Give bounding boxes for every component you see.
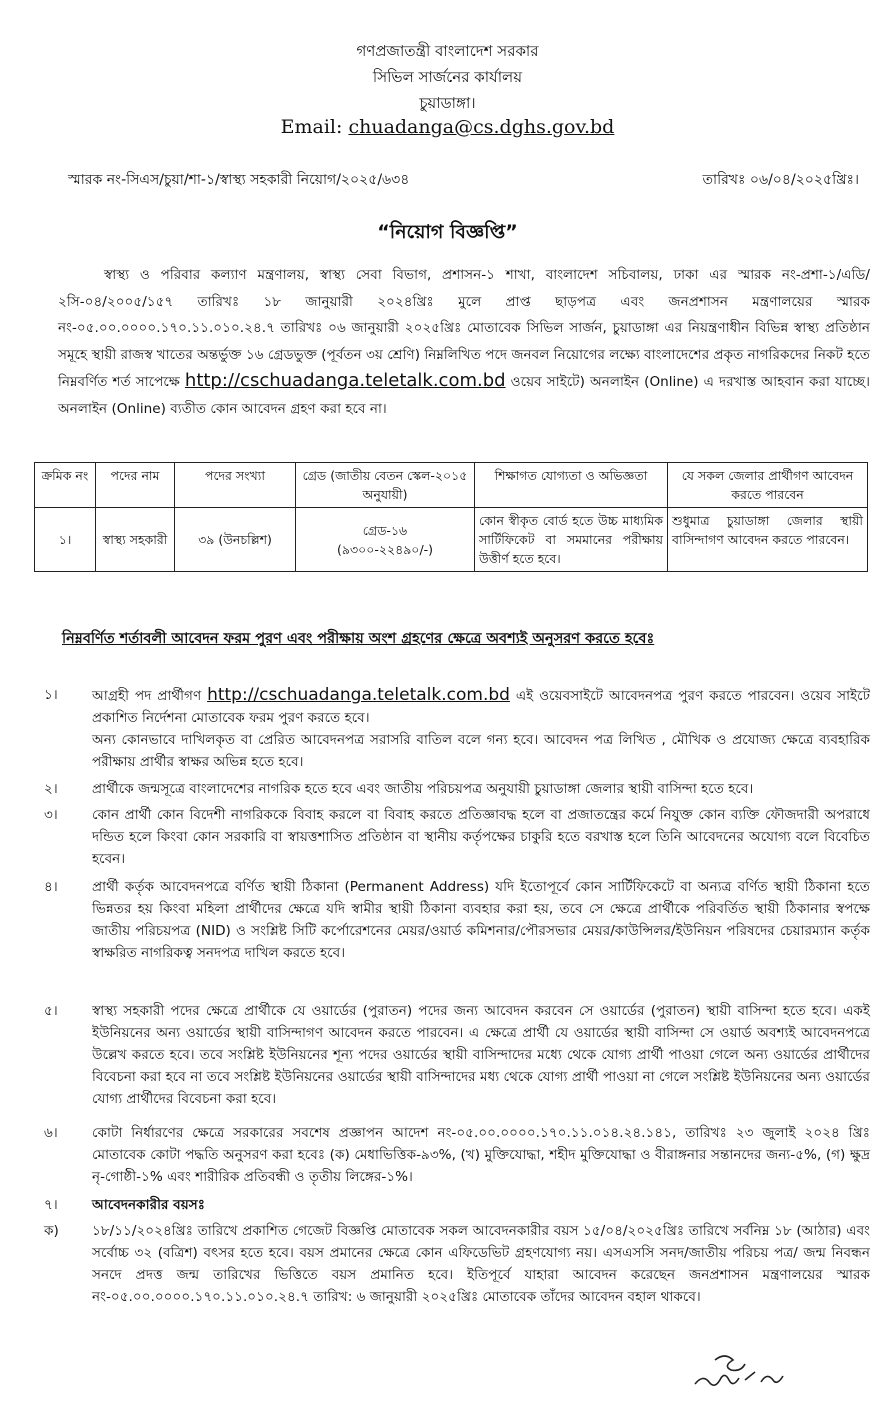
cell-serial: ১। — [35, 508, 96, 572]
col-count: পদের সংখ্যা — [175, 463, 296, 508]
condition-1 — [44, 684, 870, 773]
table-row — [35, 508, 868, 572]
col-qualification: শিক্ষাগত যোগ্যতা ও অভিজ্ঞতা — [475, 463, 668, 508]
notice-title: “নিয়োগ বিজ্ঞপ্তি” — [377, 221, 518, 243]
condition-1-text-end: এই ওয়েবসাইটে আবেদনপত্র পুরণ করতে পারবেন। ওয়েব সাইটে প্রকাশিত নির্দেশনা মোতাবেক ফরম পুরণ করতে হবে। — [92, 688, 870, 726]
col-serial: ক্রমিক নং — [35, 463, 96, 508]
cell-qualification: কোন স্বীকৃত বোর্ড হতে উচ্চ মাধ্যমিক সার্টিফিকেট বা সমমানের পরীক্ষায় উত্তীর্ণ হতে হবে। — [475, 508, 668, 572]
intro-paragraph — [58, 262, 870, 422]
condition-number: ২। — [44, 781, 58, 797]
condition-number: ৪। — [44, 879, 58, 895]
office-location: চুয়াডাঙ্গা। — [419, 94, 476, 112]
intro-text: স্বাস্থ্য ও পরিবার কল্যাণ মন্ত্রণালয়, স্বাস্থ্য সেবা বিভাগ, প্রশাসন-১ শাখা, বাংলাদেশ সচিবালয়, ঢাকা এর স্মারক নং-প্রশা-১/এডি/২সি-০৪/২০০৫/১৫৭ তারিখঃ ১৮ জানুয়ারী ২০২৪খ্রিঃ মুলে প্রাপ্ত ছাড়পত্র এবং জনপ্রশাসন মন্ত্রণালয়ের স্মারক নং-০৫.০০.০০০০.১৭০.১১.০১০.২৪.৭ তারিখঃ ০৬ জানুয়ারী ২০২৫খ্রিঃ মোতাবেক সিভিল সার্জন, চুয়াডাঙ্গা এর নিয়ন্ত্রণাধীন বিভিন্ন স্বাস্থ্য প্রতিষ্ঠান সমূহে স্থায়ী রাজস্ব খাতের অন্তর্ভুক্ত ১৬ গ্রেডভুক্ত (পূর্বতন ৩য় শ্রেণি) নিম্নলিখিত পদে জনবল নিয়োগের লক্ষ্যে বাংলাদেশের প্রকৃত নাগরিকদের নিকট হতে নিম্নবর্ণিত শর্ত সাপেক্ষে — [58, 267, 870, 390]
email-link[interactable]: chuadanga@cs.dghs.gov.bd — [348, 116, 615, 138]
intro-url-link[interactable]: http://cschuadanga.teletalk.com.bd — [184, 370, 506, 391]
cell-eligible: শুধুমাত্র চুয়াডাঙ্গা জেলার স্থায়ী বাসিন্দাগণ আবেদন করতে পারবেন। — [668, 508, 868, 572]
condition-number: ৫। — [44, 1003, 58, 1019]
col-post: পদের নাম — [96, 463, 175, 508]
condition-1-text: আগ্রহী পদ প্রার্থীগণ — [92, 688, 208, 704]
condition-2 — [44, 778, 870, 800]
condition-7-text: আবেদনকারীর বয়সঃ — [92, 1197, 205, 1213]
col-eligible: যে সকল জেলার প্রার্থীগণ আবেদন করতে পারবেন — [668, 463, 868, 508]
memo-number: স্মারক নং-সিএস/চুয়া/শা-১/স্বাস্থ্য সহকারী নিয়োগ/২০২৫/৬৩৪ — [68, 172, 410, 188]
condition-number: ৬। — [44, 1125, 58, 1141]
condition-number: ৭। — [44, 1197, 58, 1213]
condition-7a-text: ১৮/১১/২০২৪খ্রিঃ তারিখে প্রকাশিত গেজেট বিজ্ঞপ্তি মোতাবেক সকল আবেদনকারীর বয়স ১৫/০৪/২০২৫খ্রিঃ তারিখে সর্বনিম্ন ১৮ (আঠার) এবং সর্বোচ্চ ৩২ (বত্রিশ) বৎসর হতে হবে। বয়স প্রমানের ক্ষেত্রে কোন এফিডেভিট গ্রহণযোগ্য নয়। এসএসসি সনদ/জাতীয় পরিচয় পত্র/ জন্ম নিবন্ধন সনদে প্রদত্ত জন্ম তারিখের ভিত্তিতে বয়স প্রমানিত হবে। ইতিপূর্বে যাহারা আবেদন করেছেন জনপ্রশাসন মন্ত্রণালয়ের স্মারক নং-০৫.০০.০০০০.১৭০.১১.০১০.২৪.৭ তারিখ: ৬ জানুয়ারী ২০২৫খ্রিঃ মোতাবেক তাঁদের আবেদন বহাল থাকবে। — [92, 1223, 870, 1305]
intro-text-end: ওয়েব সাইটে) অনলাইন (Online) এ দরখাস্ত আহবান করা যাচ্ছে। অনলাইন (Online) ব্যতীত কোন আবেদন গ্রহণ করা হবে না। — [58, 374, 870, 417]
condition-number: ক) — [44, 1223, 59, 1239]
condition-number: ১। — [44, 687, 58, 703]
conditions-heading: নিম্নবর্ণিত শর্তাবলী আবেদন ফরম পুরণ এবং পরীক্ষায় অংশ গ্রহণের ক্ষেত্রে অবশ্যই অনুসরণ করতে হবেঃ — [62, 631, 655, 647]
grade-label: গ্রেড-১৬ — [362, 522, 408, 538]
condition-3 — [44, 804, 870, 870]
condition-7a — [44, 1220, 870, 1308]
condition-2-text: প্রার্থীকে জন্মসূত্রে বাংলাদেশের নাগরিক হতে হবে এবং জাতীয় পরিচয়পত্র অনুযায়ী চুয়াডাঙ্গা জেলার স্থায়ী বাসিন্দা হতে হবে। — [92, 781, 754, 797]
condition-4-text: প্রার্থী কর্তৃক আবেদনপত্রে বর্ণিত স্থায়ী ঠিকানা (Permanent Address) যদি ইতোপূর্বে কোন সার্টিফিকেটে বা অন্যত্র বর্ণিত স্থায়ী ঠিকানা হতে ভিন্নতর হয় কিংবা মহিলা প্রার্থীদের ক্ষেত্রে যদি স্বামীর স্থায়ী ঠিকানা ব্যবহার করা হয়, তবে সে ক্ষেত্রে প্রার্থীকে পরিবর্তিত স্থায়ী ঠিকানার স্বপক্ষে জাতীয় পরিচয়পত্র (NID) ও সংশ্লিষ্ট সিটি কর্পোরেশনের মেয়র/ওয়ার্ড কমিশনার/পৌরসভার মেয়র/কাউন্সিলর/ইউনিয়ন পরিষদের চেয়ারম্যান কর্তৃক স্বাক্ষরিত নাগরিকত্ব সনদপত্র দাখিল করতে হবে। — [92, 879, 870, 961]
condition-5-text: স্বাস্থ্য সহকারী পদের ক্ষেত্রে প্রার্থীকে যে ওয়ার্ডের (পুরাতন) পদের জন্য আবেদন করবেন সে ওয়ার্ডের (পুরাতন) স্থায়ী বাসিন্দা হতে হবে। একই ইউনিয়নের অন্য ওয়ার্ডের স্থায়ী বাসিন্দাগণ আবেদন করতে পারবেন। এ ক্ষেত্রে প্রার্থী যে ওয়ার্ডের স্থায়ী বাসিন্দা সে ওয়ার্ড অবশ্যই আবেদনপত্রে উল্লেখ করতে হবে। তবে সংশ্লিষ্ট ইউনিয়নের শূন্য পদের ওয়ার্ডের স্থায়ী বাসিন্দাদের মধ্যে থেকে যোগ্য প্রার্থী পাওয়া গেলে অন্য ওয়ার্ডের প্রার্থীদের বিবেচনা করা হবে না তবে সংশ্লিষ্ট ইউনিয়নের ওয়ার্ডের স্থায়ী বাসিন্দাদের মধ্য থেকে যোগ্য প্রার্থী পাওয়া না গেলে সংশ্লিষ্ট ইউনিয়নের অন্য ওয়ার্ডের যোগ্য প্রার্থীদের বিবেচনা করা হবে। — [92, 1003, 870, 1107]
condition-3-text: কোন প্রার্থী কোন বিদেশী নাগরিককে বিবাহ করলে বা বিবাহ করতে প্রতিজ্ঞাবদ্ধ হলে বা প্রজাতন্ত্রের কর্মে নিযুক্ত কোন ব্যক্তি ফৌজদারী অপরাধে দন্ডিত হলে কিংবা কোন সরকারি বা স্বায়ত্তশাসিত প্রতিষ্ঠান বা স্থানীয় কর্তৃপক্ষের চাকুরি হতে বরখাস্ত হলে তিনি আবেদনের অযোগ্য বলে বিবেচিত হবেন। — [92, 807, 870, 867]
cell-count: ৩৯ (উনচল্লিশ) — [175, 508, 296, 572]
signature-mark — [675, 1350, 825, 1394]
condition-6-text: কোটা নির্ধারণের ক্ষেত্রে সরকারের সবশেষ প্রজ্ঞাপন আদেশ নং-০৫.০০.০০০০.১৭০.১১.০১৪.২৪.১৪১, তারিখঃ ২৩ জুলাই ২০২৪ খ্রিঃ মোতাবেক কোটা পদ্ধতি অনুসরণ করা হবেঃ (ক) মেধাভিত্তিক-৯৩%, (খ) মুক্তিযোদ্ধা, শহীদ মুক্তিযোদ্ধা ও বীরাঙ্গনার সন্তানদের জন্য-৫%, (গ) ক্ষুদ্র নৃ-গোষ্ঠী-১% এবং শারীরিক প্রতিবন্ধী ও তৃতীয় লিঙ্গের-১%। — [92, 1125, 870, 1185]
pay-scale: (৯৩০০-২২৪৯০/-) — [336, 541, 434, 557]
cell-grade — [296, 508, 475, 572]
condition-1-extra: অন্য কোনভাবে দাখিলকৃত বা প্রেরিত আবেদনপত্র সরাসরি বাতিল বলে গন্য হবে। আবেদন পত্র লিখিত , মৌখিক ও প্রযোজ্য ক্ষেত্রে ব্যবহারিক পরীক্ষায় প্রার্থীর স্বাক্ষর অভিন্ন হতে হবে। — [92, 732, 870, 770]
condition-6 — [44, 1122, 870, 1188]
cell-post: স্বাস্থ্য সহকারী — [96, 508, 175, 572]
email-label: Email: — [280, 116, 349, 138]
condition-1-url-link[interactable]: http://cschuadanga.teletalk.com.bd — [207, 685, 510, 705]
email-line — [0, 116, 895, 138]
table-header-row — [35, 463, 868, 508]
vacancy-table — [34, 462, 868, 572]
col-grade: গ্রেড (জাতীয় বেতন স্কেল-২০১৫ অনুযায়ী) — [296, 463, 475, 508]
condition-4 — [44, 876, 870, 964]
govt-name: গণপ্রজাতন্ত্রী বাংলাদেশ সরকার — [356, 42, 539, 60]
condition-number: ৩। — [44, 807, 58, 823]
office-name: সিভিল সার্জনের কার্যালয় — [372, 68, 523, 86]
condition-7 — [44, 1194, 870, 1216]
condition-5 — [44, 1000, 870, 1110]
memo-date: তারিখঃ ০৬/০৪/২০২৫খ্রিঃ। — [702, 172, 859, 188]
